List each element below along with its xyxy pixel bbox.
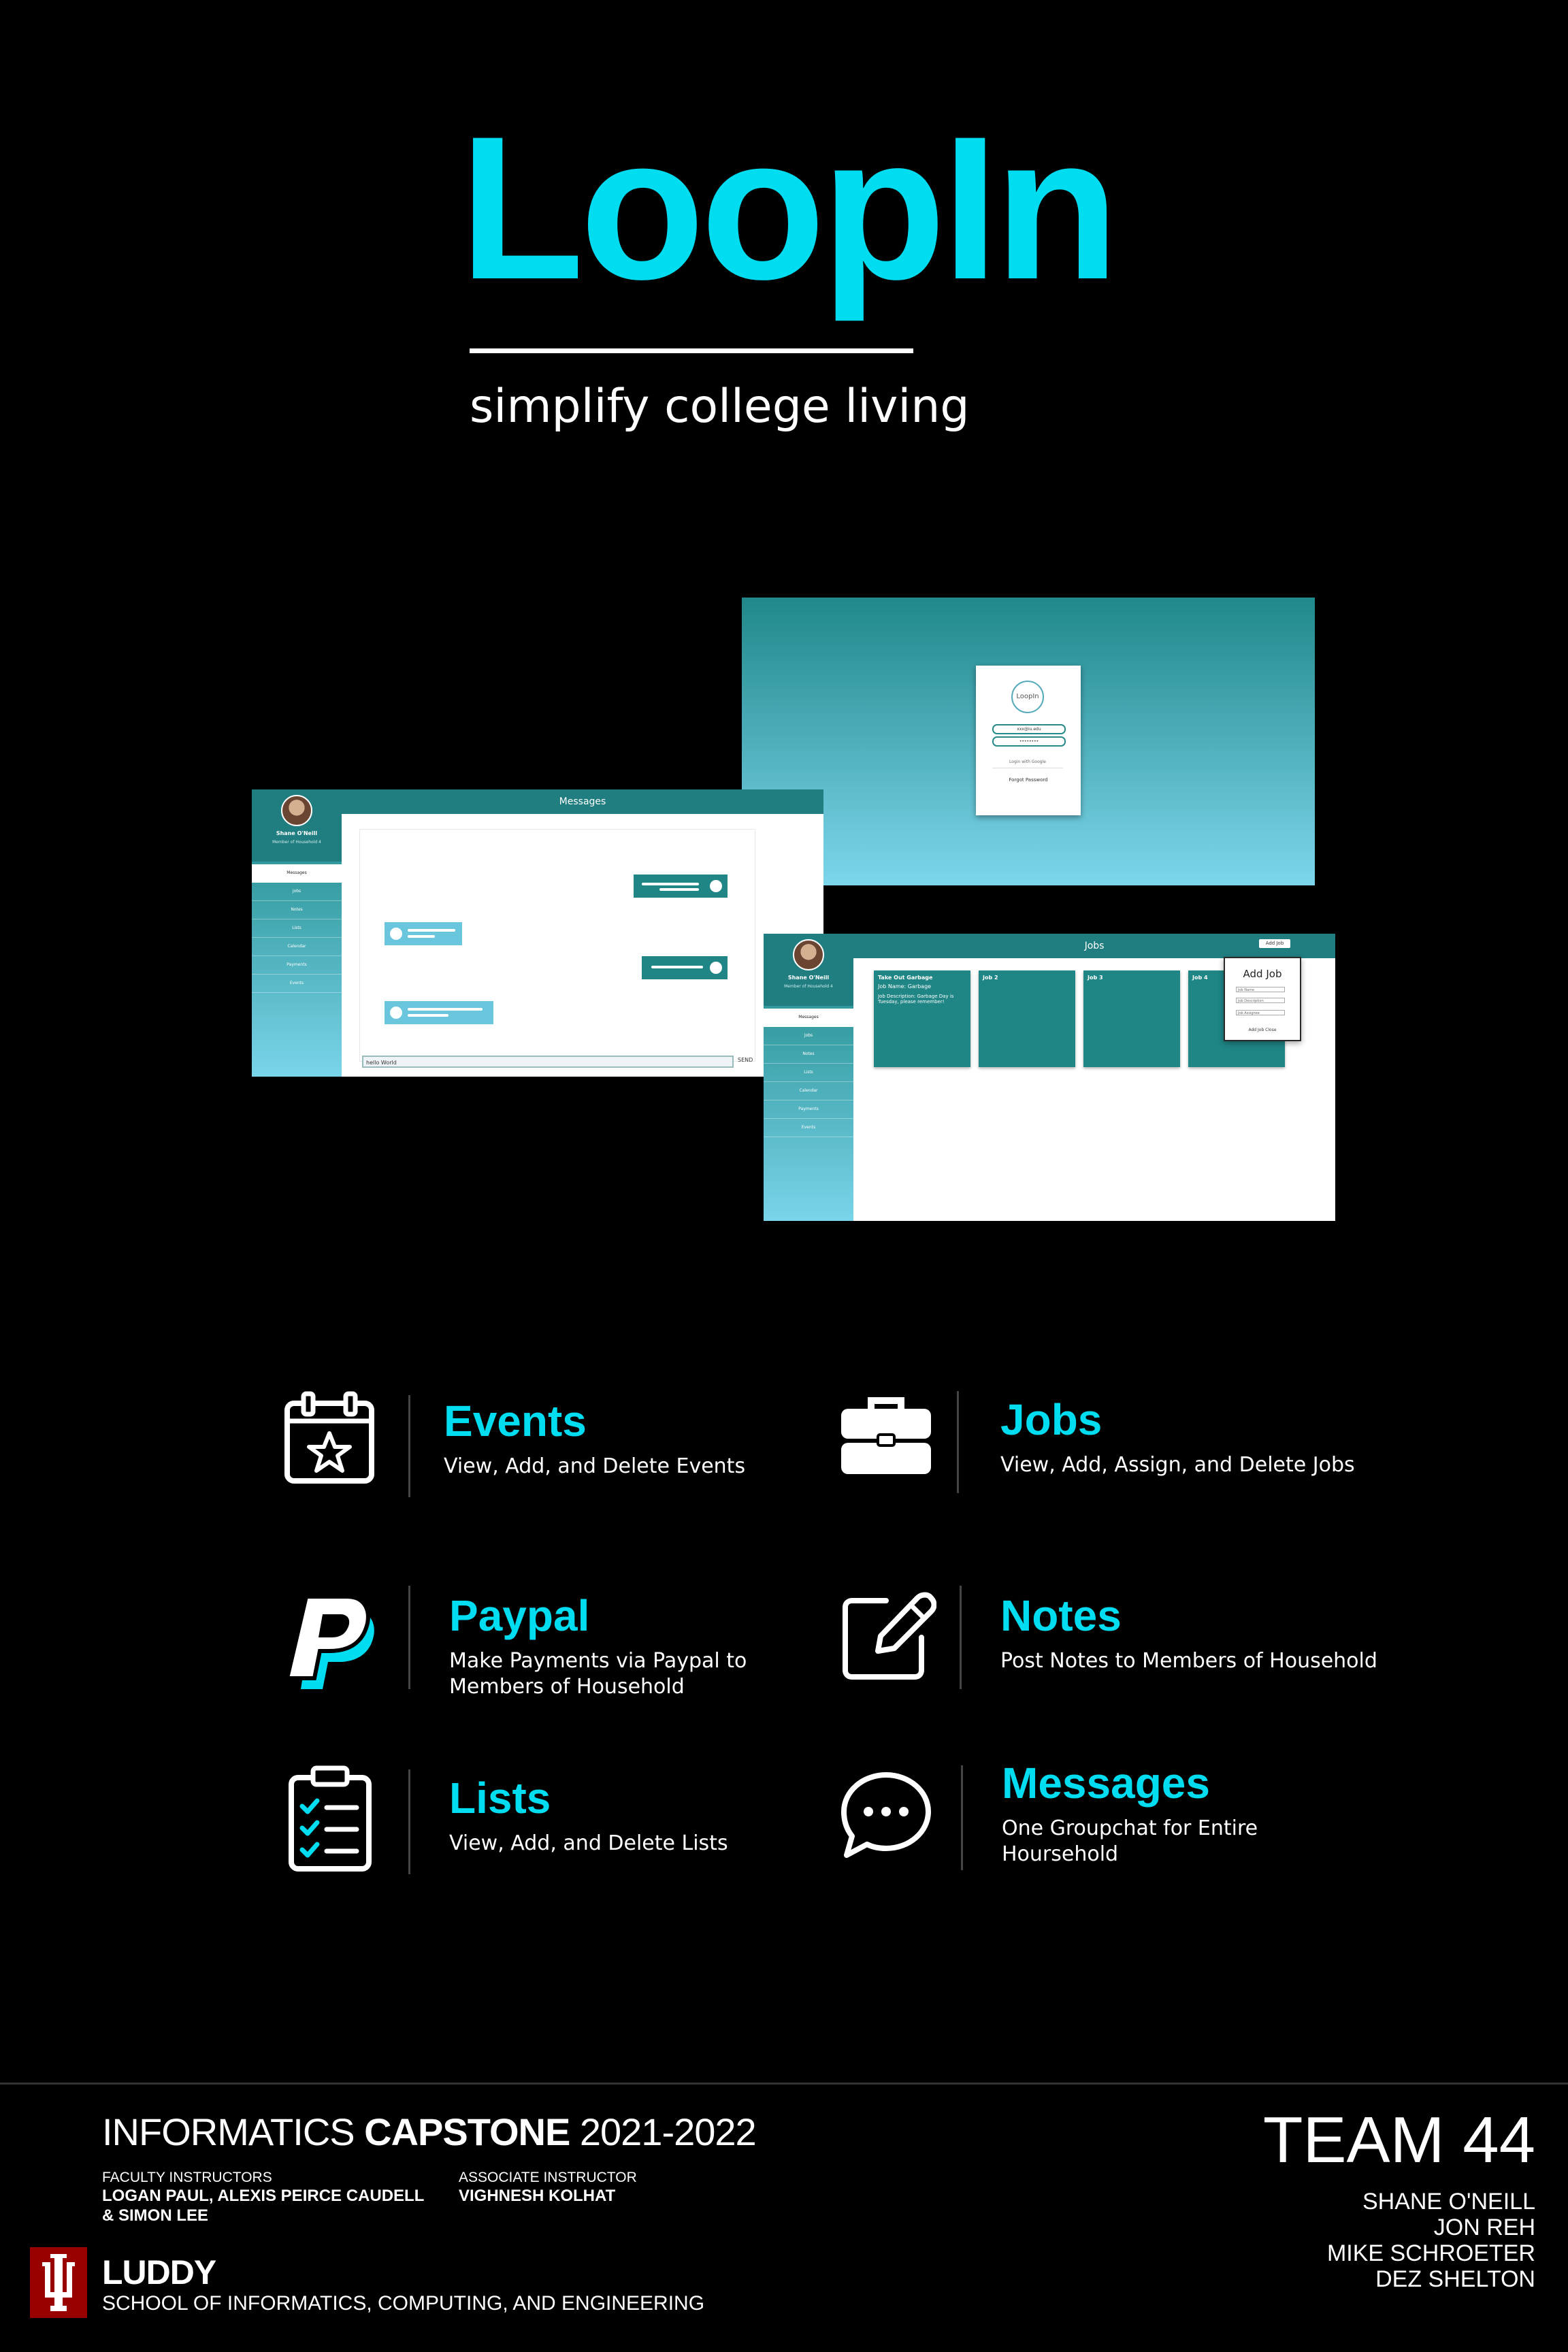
job-card-name: Job Name: Garbage [878, 983, 932, 990]
user-icon [710, 962, 722, 974]
notes-title: Notes [1000, 1591, 1122, 1640]
sidebar-item-lists[interactable]: Lists [252, 919, 342, 938]
avatar [281, 795, 312, 826]
job-assignee-select[interactable]: Job Assignee [1236, 1010, 1285, 1015]
capstone-bold: CAPSTONE [364, 2110, 570, 2153]
sidebar-item-jobs[interactable]: Jobs [252, 883, 342, 901]
team-member: SHANE O'NEILL [1362, 2189, 1535, 2215]
user-icon [390, 928, 402, 940]
job-card-description: Job Description: Garbage Day is Tuesday, please remember! [878, 994, 954, 1004]
capstone-pre: INFORMATICS [102, 2110, 365, 2153]
iu-trident-logo [30, 2247, 87, 2318]
message-bubble-outgoing [642, 956, 728, 979]
feature-divider [408, 1769, 410, 1874]
messages-description-line2: Hoursehold [1002, 1842, 1119, 1866]
tagline: simplify college living [470, 380, 970, 434]
login-password-field[interactable]: •••••••• [992, 736, 1066, 747]
paypal-description-line2: Members of Household [449, 1675, 685, 1699]
profile-name: Shane O'Neill [787, 975, 830, 981]
job-card-title: Job 2 [983, 975, 998, 981]
associate-label: ASSOCIATE INSTRUCTOR [459, 2170, 637, 2185]
notes-description: Post Notes to Members of Household [1000, 1649, 1377, 1673]
add-job-modal [1224, 957, 1301, 1041]
sidebar-profile [252, 789, 342, 862]
app-title: LoopIn [459, 93, 1115, 322]
lists-description: View, Add, and Delete Lists [449, 1831, 728, 1855]
sidebar-item-jobs[interactable]: Jobs [764, 1027, 853, 1045]
message-bubble-incoming [385, 1001, 493, 1024]
user-icon [390, 1007, 402, 1019]
page-title: Jobs [853, 934, 1335, 958]
user-icon [710, 880, 722, 892]
feature-divider [408, 1586, 410, 1689]
modal-buttons[interactable]: Add Job Close [1248, 1028, 1277, 1032]
feature-divider [961, 1765, 963, 1870]
forgot-password-link[interactable]: Forgot Password [1009, 777, 1048, 783]
login-logo: LoopIn [1011, 681, 1044, 713]
team-member: MIKE SCHROETER [1326, 2240, 1535, 2266]
calendar-star-icon [282, 1391, 377, 1486]
team-member: DEZ SHELTON [1375, 2266, 1535, 2292]
job-card-title: Take Out Garbage [878, 975, 933, 981]
send-button[interactable]: SEND [738, 1057, 753, 1063]
profile-name: Shane O'Neill [276, 830, 318, 836]
login-email-field[interactable]: xxx@iu.edu [992, 724, 1066, 734]
profile-subtitle: Member of Household 4 [784, 984, 833, 989]
messages-description-line1: One Groupchat for Entire [1002, 1816, 1258, 1840]
paypal-description-line1: Make Payments via Paypal to [449, 1649, 747, 1673]
paypal-title: Paypal [449, 1591, 590, 1640]
team-member: JON REH [1433, 2215, 1535, 2240]
sidebar-item-notes[interactable]: Notes [764, 1045, 853, 1064]
sidebar-item-calendar[interactable]: Calendar [252, 938, 342, 956]
events-title: Events [444, 1396, 587, 1446]
job-card[interactable] [874, 970, 970, 1067]
profile-subtitle: Member of Household 4 [272, 840, 321, 845]
messages-title: Messages [1002, 1759, 1210, 1808]
team-number: TEAM 44 [1262, 2104, 1535, 2176]
footer-divider [0, 2082, 1568, 2085]
sidebar [764, 934, 853, 1221]
faculty-label: FACULTY INSTRUCTORS [102, 2170, 272, 2185]
jobs-screenshot [764, 934, 1335, 1221]
faculty-names-line1: LOGAN PAUL, ALEXIS PEIRCE CAUDELL [102, 2187, 425, 2205]
capstone-year: 2021-2022 [570, 2110, 756, 2153]
sidebar-item-calendar[interactable]: Calendar [764, 1082, 853, 1100]
sidebar-item-messages[interactable]: Messages [764, 1009, 853, 1027]
chat-panel [359, 829, 755, 1062]
sidebar-item-notes[interactable]: Notes [252, 901, 342, 919]
faculty-names-line2: & SIMON LEE [102, 2206, 209, 2225]
message-bubble-outgoing [634, 875, 728, 898]
page-title: Messages [342, 789, 823, 814]
feature-divider [960, 1586, 962, 1689]
sidebar-item-messages[interactable]: Messages [252, 864, 342, 883]
briefcase-icon [838, 1395, 934, 1477]
message-input[interactable]: hello World [362, 1056, 734, 1068]
sidebar [252, 789, 342, 1077]
feature-divider [957, 1391, 959, 1493]
lists-title: Lists [449, 1774, 551, 1823]
messages-screenshot [252, 789, 823, 1077]
sidebar-item-events[interactable]: Events [252, 975, 342, 993]
job-card-title: Job 3 [1088, 975, 1103, 981]
clipboard-checklist-icon [286, 1764, 374, 1873]
job-card-title: Job 4 [1192, 975, 1208, 981]
school-name: SCHOOL OF INFORMATICS, COMPUTING, AND ENGINEERING [102, 2292, 705, 2315]
sidebar-profile [764, 934, 853, 1006]
sidebar-item-payments[interactable]: Payments [252, 956, 342, 975]
feature-divider [408, 1395, 410, 1497]
avatar [793, 939, 824, 970]
title-divider [470, 348, 913, 353]
google-login-button[interactable]: Login with Google [992, 760, 1063, 768]
chat-bubble-icon [838, 1769, 934, 1862]
sidebar-item-events[interactable]: Events [764, 1119, 853, 1137]
add-job-button[interactable]: Add Job [1259, 939, 1290, 948]
paypal-icon [282, 1583, 384, 1692]
job-description-input[interactable]: Job Description [1236, 998, 1285, 1003]
luddy-wordmark: LUDDY [102, 2253, 216, 2291]
job-card[interactable] [1083, 970, 1180, 1067]
capstone-heading [102, 2110, 756, 2154]
jobs-title: Jobs [1000, 1395, 1102, 1444]
message-bubble-incoming [385, 922, 462, 945]
sidebar-item-payments[interactable]: Payments [764, 1100, 853, 1119]
login-screenshot [742, 598, 1315, 885]
job-card[interactable] [979, 970, 1075, 1067]
jobs-description: View, Add, Assign, and Delete Jobs [1000, 1453, 1355, 1477]
sidebar-item-lists[interactable]: Lists [764, 1064, 853, 1082]
login-card [976, 666, 1081, 815]
events-description: View, Add, and Delete Events [444, 1454, 746, 1478]
job-name-input[interactable]: Job Name [1236, 987, 1285, 992]
edit-note-icon [840, 1586, 936, 1682]
associate-name: VIGHNESH KOLHAT [459, 2187, 616, 2205]
modal-title: Add Job [1243, 968, 1282, 980]
